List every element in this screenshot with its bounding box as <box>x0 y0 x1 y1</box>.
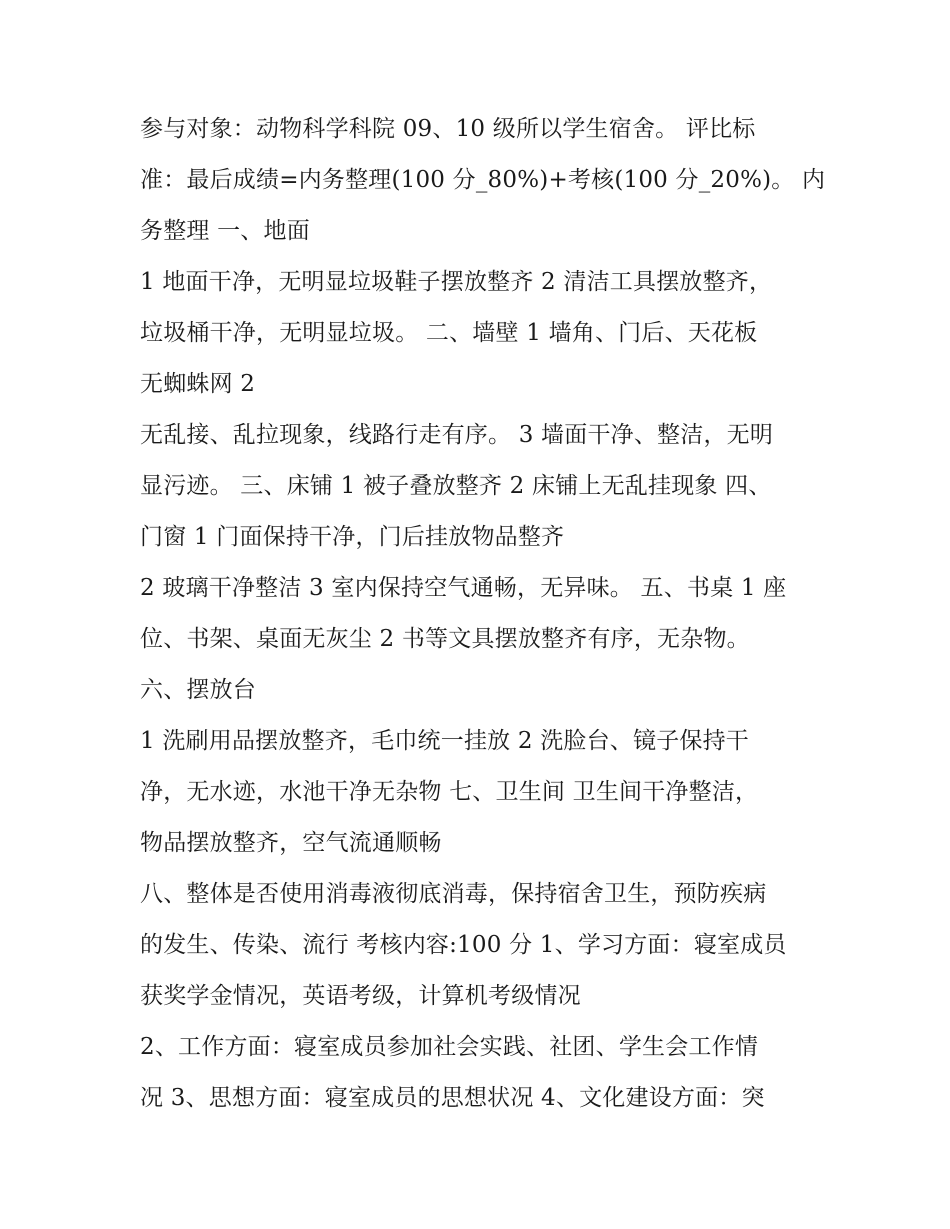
text-line: 获奖学金情况，英语考级，计算机考级情况 <box>140 983 581 1009</box>
text-line: 务整理 一、地面 <box>140 218 310 244</box>
text-line: 1 地面干净，无明显垃圾鞋子摆放整齐 2 清洁工具摆放整齐， <box>140 269 773 295</box>
text-line: 六、摆放台 <box>140 677 256 703</box>
text-line: 2 玻璃干净整洁 3 室内保持空气通畅，无异味。 五、书桌 1 座 <box>140 575 787 601</box>
text-line: 显污迹。 三、床铺 1 被子叠放整齐 2 床铺上无乱挂现象 四、 <box>140 473 772 499</box>
text-line: 无蜘蛛网 2 <box>140 371 256 397</box>
text-line: 物品摆放整齐，空气流通顺畅 <box>140 830 442 856</box>
text-line: 况 3、思想方面：寝室成员的思想状况 4、文化建设方面：突 <box>140 1085 765 1111</box>
document-body <box>140 104 830 1124</box>
text-line: 无乱接、乱拉现象，线路行走有序。 3 墙面干净、整洁，无明 <box>140 422 774 448</box>
text-line: 2、工作方面：寝室成员参加社会实践、社团、学生会工作情 <box>140 1034 759 1060</box>
text-line: 八、整体是否使用消毒液彻底消毒，保持宿舍卫生，预防疾病 <box>140 881 767 907</box>
text-line: 垃圾桶干净，无明显垃圾。 二、墙壁 1 墙角、门后、天花板 <box>140 320 758 346</box>
text-line: 位、书架、桌面无灰尘 2 书等文具摆放整齐有序，无杂物。 <box>140 626 750 652</box>
text-line: 参与对象：动物科学科院 09、10 级所以学生宿舍。 评比标 <box>140 116 756 142</box>
text-line: 的发生、传染、流行 考核内容:100 分 1、学习方面：寝室成员 <box>140 932 787 958</box>
text-line: 1 洗刷用品摆放整齐，毛巾统一挂放 2 洗脸台、镜子保持干 <box>140 728 749 754</box>
text-line: 净，无水迹，水池干净无杂物 七、卫生间 卫生间干净整洁， <box>140 779 759 805</box>
text-line: 门窗 1 门面保持干净，门后挂放物品整齐 <box>140 524 565 550</box>
text-line: 准：最后成绩=内务整理(100 分_80%)+考核(100 分_20%)。 内 <box>140 167 826 193</box>
